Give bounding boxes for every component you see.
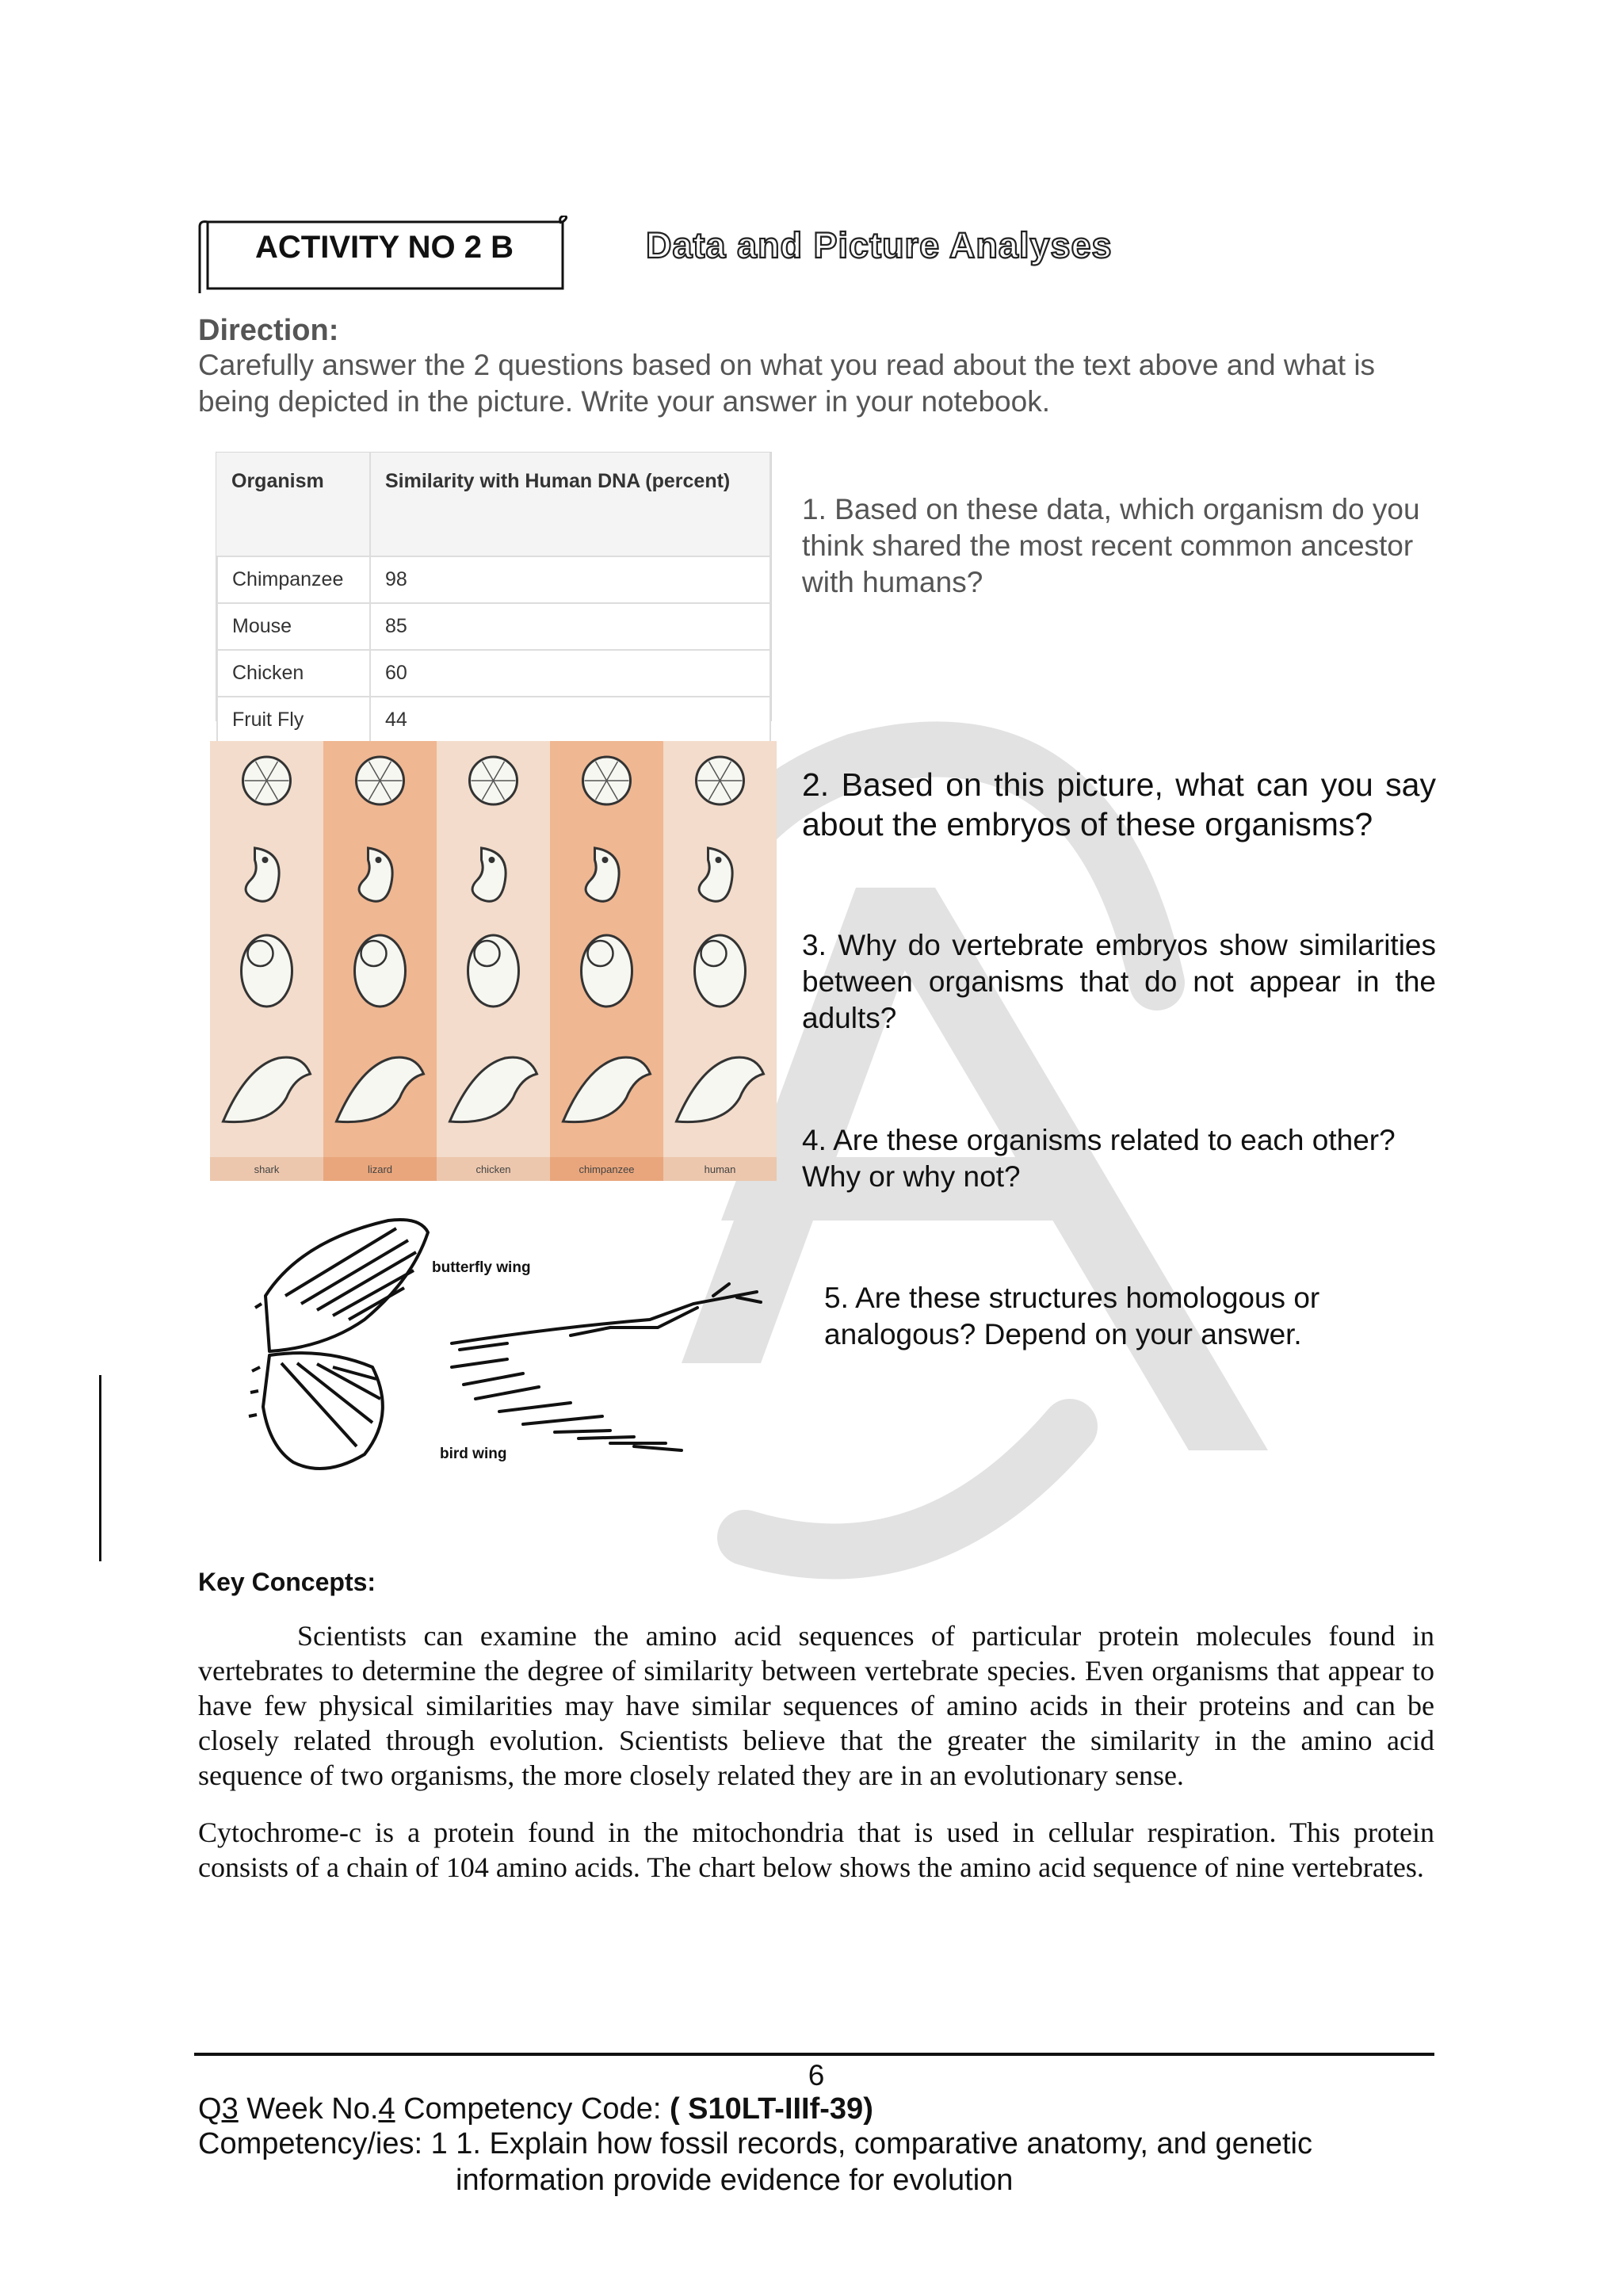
key-concepts-paragraph-1: Scientists can examine the amino acid sequences of particular protein molecules found in vertebrates to determine the degree of similarity between vertebrate species. Even organisms that appear to have few physical similarities may have similar sequences of amino acids in their proteins and can be closely related through evolution. Scientists believe that the greater the similarity in the amino acid sequence of two organisms, the more closely related they are in an evolutionary sense. [198,1620,1434,1791]
footer-rule [194,2053,1434,2056]
margin-bar [99,1375,101,1561]
embryo-eye [602,857,609,863]
activity-label: ACTIVITY NO 2 B [255,230,514,265]
question-4-line-1: 4. Are these organisms related to each other? [802,1124,1396,1156]
footer-competency-line: Competency/ies: 1 1. Explain how fossil records, comparative anatomy, and genetic [198,2127,1312,2160]
question-3: 3. Why do vertebrate embryos show similarities between organisms that do not appear in the adults? [802,929,1436,1034]
key-concepts-paragraph-2: Cytochrome-c is a protein found in the mitochondria that is used in cellular respiration. This protein consists of a chain of 104 amino acids. The chart below shows the amino acid sequence of nine vertebrates. [198,1817,1434,1883]
embryo-stage-3-chicken [468,935,519,1007]
embryo-eye [489,857,495,863]
table-cell-organism: Chimpanzee [217,556,370,603]
butterfly-wing-drawing [249,1220,428,1469]
bird-wing-drawing [452,1284,761,1450]
embryo-comparison-figure [210,741,777,1181]
table-cell-value: 85 [370,603,770,650]
butterfly-wing-label: butterfly wing [432,1259,531,1276]
page-number: 6 [808,2059,825,2092]
question-1: 1. Based on these data, which organism do you think shared the most recent common ancestor with humans? [802,493,1420,598]
table-cell-value: 98 [370,556,770,603]
dna-similarity-table [216,452,772,731]
question-4-line-2: Why or why not? [802,1160,1021,1193]
embryo-label-shark: shark [254,1163,280,1175]
key-concepts-heading: Key Concepts: [198,1568,376,1596]
embryo-label-chimpanzee: chimpanzee [579,1163,635,1175]
embryo-stage-3-shark [242,935,292,1007]
table-cell-organism: Fruit Fly [217,697,370,743]
embryo-label-human: human [704,1163,736,1175]
table-cell-value: 60 [370,650,770,697]
table-header-organism: Organism [217,453,370,556]
embryo-label-lizard: lizard [367,1163,393,1175]
embryo-stage-3-chimpanzee [582,935,632,1007]
direction-heading: Direction: [198,314,339,347]
footer-competency-line-2: information provide evidence for evolution [456,2164,1014,2197]
week-prefix: Week No. [238,2092,379,2126]
table-header-similarity: Similarity with Human DNA (percent) [370,453,770,556]
question-4 [802,1122,1436,1195]
bird-wing-label: bird wing [440,1446,507,1462]
competency-code-label: Competency Code: [395,2092,670,2126]
competency-code: ( S10LT-IIIf-39) [669,2092,873,2126]
embryo-stage-3-lizard [355,935,406,1007]
embryo-eye [262,857,269,863]
table-cell-value: 44 [370,697,770,743]
section-title: Data and Picture Analyses [646,225,1113,266]
question-5: 5. Are these structures homologous or analogous? Depend on your answer. [824,1282,1320,1350]
quarter-prefix: Q [198,2092,222,2126]
table-row [217,650,770,697]
table-row [217,697,770,743]
wing-comparison-figure [238,1209,777,1486]
embryo-label-chicken: chicken [475,1163,511,1175]
table-cell-organism: Chicken [217,650,370,697]
embryo-eye [716,857,722,863]
embryo-eye [376,857,382,863]
question-2: 2. Based on this picture, what can you say about the embryos of these organisms? [802,766,1436,842]
direction-text: Carefully answer the 2 questions based on what you read about the text above and what is being depicted in the picture. Write your answer in your notebook. [198,349,1376,418]
table-row [217,603,770,650]
table-cell-organism: Mouse [217,603,370,650]
embryo-stage-3-human [695,935,746,1007]
quarter-number: 3 [221,2092,239,2126]
footer-competency-code-line [198,2092,873,2126]
table-row [217,556,770,603]
week-number: 4 [378,2092,395,2126]
